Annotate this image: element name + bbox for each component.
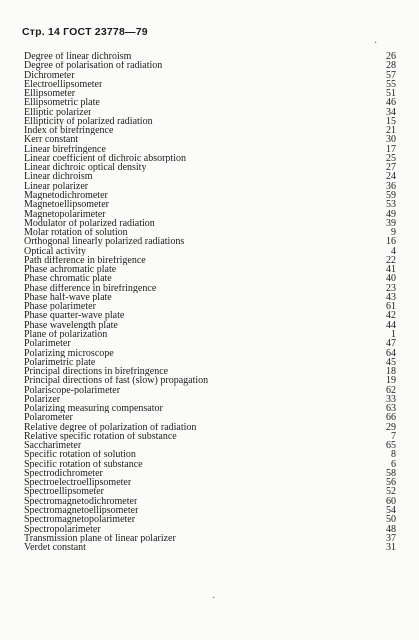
index-page-number: 58 — [386, 467, 396, 479]
index-page-number: 48 — [386, 523, 396, 535]
index-entry — [24, 441, 396, 450]
index-term: Polarizer — [24, 394, 61, 405]
index-page-number: 46 — [386, 97, 396, 109]
index-entry — [24, 386, 396, 395]
index-page-number: 7 — [391, 430, 396, 442]
index-page-number: 60 — [386, 495, 396, 507]
index-entry — [24, 450, 396, 459]
index-page-number: 51 — [386, 88, 396, 100]
index-term: Polarizing microscope — [24, 348, 114, 358]
index-page-number: 33 — [386, 393, 396, 405]
index-entry — [24, 98, 396, 107]
index-page-number: 52 — [386, 486, 396, 498]
index-entry — [24, 487, 396, 496]
index-page-number: 36 — [386, 180, 396, 192]
index-entry — [24, 497, 396, 506]
index-term: Linear birefringence — [24, 144, 106, 154]
index-term: Ellipsometer — [24, 89, 76, 99]
index-page-number: 9 — [391, 227, 396, 239]
index-page-number: 63 — [386, 403, 396, 415]
index-page-number: 66 — [386, 412, 396, 424]
index-term: Polariscope-polarimeter — [24, 385, 121, 395]
index-entry — [24, 265, 396, 274]
index-page-number: 27 — [386, 162, 396, 174]
index-entry — [24, 237, 396, 246]
index-entry — [24, 534, 396, 543]
index-term: Optical activity — [24, 246, 86, 256]
term-index — [24, 52, 396, 552]
corner-mark: · — [374, 38, 378, 49]
index-entry — [24, 330, 396, 339]
index-entry — [24, 349, 396, 358]
index-entry — [24, 89, 396, 98]
index-term: Polarometer — [24, 413, 73, 423]
index-term: Ellipsometric plate — [24, 98, 100, 108]
index-term: Degree of polarisation of radiation — [24, 61, 163, 71]
index-term: Phase polarimeter — [24, 302, 96, 312]
index-term: Spectromagnetodichrometer — [24, 496, 138, 507]
index-term: Spectroelectroellipsometer — [24, 478, 132, 488]
index-page-number: 1 — [391, 328, 396, 340]
index-page-number: 4 — [391, 245, 396, 257]
index-term: Plane of polarization — [24, 329, 108, 340]
index-term: Phase chromatic plate — [24, 274, 112, 284]
index-entry — [24, 321, 396, 330]
index-term: Modulator of polarized radiation — [24, 218, 155, 229]
index-entry — [24, 80, 396, 89]
index-term: Polarizing measuring compensator — [24, 404, 163, 414]
bottom-mark: · — [212, 593, 216, 604]
index-entry — [24, 404, 396, 413]
index-entry — [24, 108, 396, 117]
index-entry — [24, 163, 396, 172]
index-page-number: 59 — [386, 189, 396, 201]
index-term: Spectropolarimeter — [24, 524, 101, 534]
index-page-number: 40 — [386, 273, 396, 285]
index-page-number: 57 — [386, 69, 396, 81]
index-entry — [24, 469, 396, 478]
index-page-number: 15 — [386, 115, 396, 127]
index-page-number: 22 — [386, 254, 396, 266]
index-term: Degree of linear dichroism — [24, 52, 132, 62]
index-page-number: 30 — [386, 134, 396, 146]
index-term: Elliptic polarizer — [24, 107, 92, 117]
index-entry — [24, 525, 396, 534]
index-entry — [24, 154, 396, 163]
index-term: Magnetopolarimeter — [24, 209, 106, 219]
index-page-number: 17 — [386, 143, 396, 155]
index-entry — [24, 182, 396, 191]
index-entry — [24, 247, 396, 256]
index-term: Relative degree of polarization of radiation — [24, 422, 197, 432]
index-page-number: 6 — [391, 458, 396, 470]
index-term: Phase achromatic plate — [24, 265, 117, 275]
index-entry — [24, 395, 396, 404]
index-entry — [24, 506, 396, 515]
index-term: Dichrometer — [24, 70, 75, 80]
index-page-number: 47 — [386, 338, 396, 350]
index-term: Polarimeter — [24, 339, 71, 349]
index-page-number: 21 — [386, 125, 396, 137]
index-page-number: 31 — [386, 542, 396, 554]
index-term: Linear polarizer — [24, 181, 89, 191]
index-term: Transmission plane of linear polarizer — [24, 533, 176, 544]
index-page-number: 49 — [386, 208, 396, 220]
index-page-number: 50 — [386, 514, 396, 526]
index-page-number: 29 — [386, 421, 396, 433]
index-term: Relative specific rotation of substance — [24, 431, 177, 442]
index-page-number: 19 — [386, 375, 396, 387]
index-entry — [24, 358, 396, 367]
index-term: Linear dichroic optical density — [24, 163, 147, 173]
index-term: Ellipticity of polarized radiation — [24, 116, 153, 127]
index-term: Phase difference in birefringence — [24, 283, 157, 293]
index-term: Magnetodichrometer — [24, 190, 108, 201]
index-page-number: 18 — [386, 366, 396, 378]
index-term: Magnetoellipsometer — [24, 200, 109, 210]
index-entry — [24, 145, 396, 154]
index-page-number: 64 — [386, 347, 396, 359]
index-entry — [24, 413, 396, 422]
index-page-number: 62 — [386, 384, 396, 396]
index-term: Spectroellipsometer — [24, 487, 104, 497]
index-page-number: 26 — [386, 51, 396, 62]
index-entry — [24, 135, 396, 144]
index-term: Phase wavelength plate — [24, 320, 118, 330]
index-entry — [24, 210, 396, 219]
index-page-number: 55 — [386, 78, 396, 90]
index-term: Specific rotation of solution — [24, 450, 136, 460]
index-term: Principal directions in birefringence — [24, 367, 169, 377]
index-entry — [24, 228, 396, 237]
index-page-number: 42 — [386, 310, 396, 322]
index-entry — [24, 543, 396, 552]
index-page-number: 61 — [386, 301, 396, 313]
index-term: Spectrodichrometer — [24, 468, 103, 479]
index-entry — [24, 126, 396, 135]
index-entry — [24, 339, 396, 348]
index-page-number: 34 — [386, 106, 396, 118]
index-entry — [24, 311, 396, 320]
index-entry — [24, 191, 396, 200]
index-entry — [24, 376, 396, 385]
index-page-number: 45 — [386, 356, 396, 368]
index-page-number: 44 — [386, 319, 396, 331]
index-term: Spectromagnetoellipsometer — [24, 506, 139, 516]
index-page-number: 23 — [386, 282, 396, 294]
index-term: Specific rotation of substance — [24, 459, 143, 469]
index-page-number: 8 — [391, 449, 396, 461]
index-entry — [24, 432, 396, 441]
index-term: Molar rotation of solution — [24, 228, 128, 238]
index-entry — [24, 274, 396, 283]
index-entry — [24, 423, 396, 432]
index-term: Path difference in birefrigence — [24, 255, 146, 266]
index-entry — [24, 172, 396, 181]
index-page-number: 25 — [386, 152, 396, 164]
index-entry — [24, 256, 396, 265]
index-term: Index of birefringence — [24, 126, 114, 136]
index-page-number: 41 — [386, 264, 396, 276]
index-page-number: 65 — [386, 440, 396, 452]
index-entry — [24, 293, 396, 302]
index-entry — [24, 302, 396, 311]
index-term: Orthogonal linearly polarized radiations — [24, 237, 185, 247]
index-page-number: 28 — [386, 60, 396, 72]
index-page-number: 24 — [386, 171, 396, 183]
page-header: Стр. 14 ГОСТ 23778—79 — [22, 26, 148, 38]
index-page-number: 37 — [386, 532, 396, 544]
index-term: Phase half-wave plate — [24, 292, 112, 303]
index-term: Verdet constant — [24, 543, 86, 553]
index-entry — [24, 117, 396, 126]
index-entry — [24, 478, 396, 487]
index-page-number: 56 — [386, 477, 396, 489]
index-term: Kerr constant — [24, 135, 79, 145]
index-term: Spectromagnetopolarimeter — [24, 515, 136, 525]
index-entry — [24, 219, 396, 228]
index-entry — [24, 460, 396, 469]
index-term: Saccharimeter — [24, 441, 82, 451]
index-term: Linear dichroism — [24, 172, 93, 182]
index-page-number: 43 — [386, 291, 396, 303]
index-page-number: 16 — [386, 236, 396, 248]
index-term: Principal directions of fast (slow) propagation — [24, 376, 209, 386]
index-page-number: 39 — [386, 217, 396, 229]
index-entry — [24, 200, 396, 209]
index-term: Electroellipsometer — [24, 79, 103, 90]
index-page-number: 53 — [386, 199, 396, 211]
index-term: Phase quarter-wave plate — [24, 311, 125, 321]
index-entry — [24, 284, 396, 293]
index-entry — [24, 515, 396, 524]
index-entry — [24, 71, 396, 80]
index-page-number: 54 — [386, 505, 396, 517]
index-term: Linear coefficient of dichroic absorption — [24, 153, 186, 164]
index-term: Polarimetric plate — [24, 357, 96, 368]
index-entry — [24, 61, 396, 70]
index-entry — [24, 52, 396, 61]
index-entry — [24, 367, 396, 376]
